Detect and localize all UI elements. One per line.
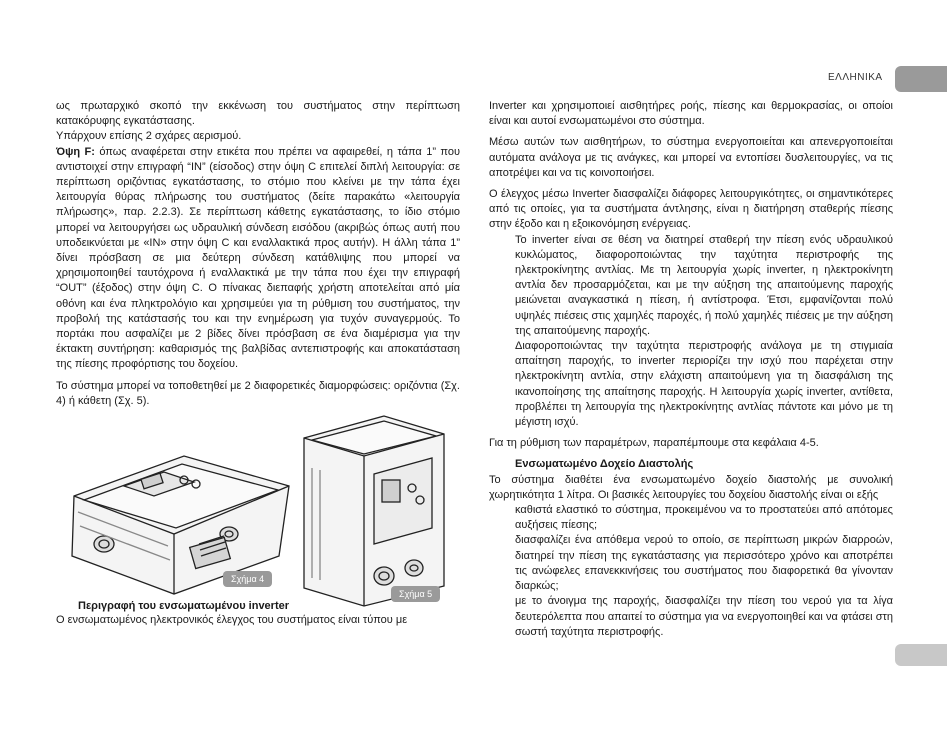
view-f-text: όπως αναφέρεται στην ετικέτα που πρέπει να αφαιρεθεί, η τάπα 1” που αντιστοιχεί στην επιγραφή “IN” (είσοδος) στην όψη C επιτελεί διπλή λειτουργία: σε περίπτωση οριζόντιας εγκατάστασης, το στόμιο που κλείνει με την τάπα έχει λειτουργία θύρας πλήρωσης του συστήματος (δείτε παρακάτω «λειτουργία πλήρωσης», παρ. 2.2.3). Σε περίπτωση κάθετης εγκατάστασης, το ίδιο στόμιο μπορεί να λειτουργήσει ως υδραυλική σύνδεση εισόδου (ακριβώς όπως αυτή που υποδεικνύεται με «IN» στην όψη C και εναλλακτικά προς αυτήν). Η άλλη τάπα 1” δίνει πρόσβαση σε μια δεύτερη σύνδεση κατάθλιψης που μπορεί να χρησιμοποιηθεί ταυτόχρονα ή εναλλακτικά με την τάπα που έχει την επιγραφή “OUT” (έξοδος) στην όψη C. Ο πίνακας διεπαφής χρήστη αποτελείται από μία οθόνη και ένα πληκτρολόγιο και χρησιμεύει για τη ρύθμιση του συστήματος, την προβολή της κατάστασής του και την ενημέρωση για τυχόν συναγερμούς. Το πορτάκι που ασφαλίζει με 2 βίδες δίνει πρόσβαση σε ένα διαμέρισμα για την έκτακτη συντήρηση: καθαρισμός της βαλβίδας αντεπιστροφής και αποκατάσταση της πίεσης προφόρτισης του δοχείου. <box>56 145 460 371</box>
left-column <box>56 99 460 409</box>
inverter-heading: Περιγραφή του ενσωματωμένου inverter <box>78 600 290 612</box>
language-label: ΕΛΛΗΝΙΚΑ <box>828 72 883 83</box>
view-f-label: Όψη F: <box>56 145 95 158</box>
expansion-tank-heading: Ενσωματωμένο Δοχείο Διαστολής <box>515 458 694 471</box>
inverter-point-2: Διαφοροποιώντας την ταχύτητα περιστροφής ανάλογα με τη στιγμιαία απαίτηση παροχής, το inverter περιορίζει την ισχύ που παρέχεται στην ηλεκτροκίνητη αντλία, στην ελάχιστη απαιτούμενη για τη διασφάλιση της ικανοποίησης της απαίτησης παροχής. Η λειτουργία χωρίς inverter, αντίθετα, προβλέπει τη λειτουργία της ηλεκτροκίνητης αντλίας πάντοτε και μόνο με τη μέγιστη ισχύ. <box>515 340 893 429</box>
right-column <box>489 99 893 640</box>
inverter-point-1: Το inverter είναι σε θέση να διατηρεί σταθερή την πίεση ενός υδραυλικού κυκλώματος, διαφοροποιώντας την ταχύτητα περιστροφής της ηλεκτροκίνητης αντλίας. Με τη λειτουργία χωρίς inverter, η ηλεκτροκίνητη αντλία δεν προσαρμόζεται, και με την αύξηση της απαιτούμενης παροχής μειώνεται αναγκαστικά η πίεση, ή αντίστροφα. Έτσι, εμφανίζονται πολύ υψηλές πιέσεις στις χαμηλές παροχές, ή πολύ χαμηλές πιέσεις με την αύξηση της απαιτούμενης παροχής. <box>515 233 893 337</box>
right-paragraph-4: Για τη ρύθμιση των παραμέτρων, παραπέμπουμε στα κεφάλαια 4-5. <box>489 437 819 450</box>
left-paragraph-3 <box>56 145 460 373</box>
right-paragraph-1: Inverter και χρησιμοποιεί αισθητήρες ροής, πίεσης και θερμοκρασίας, οι οποίοι είναι και αυτοί ενσωματωμένοι στο σύστημα. <box>489 100 893 128</box>
figure-4-caption: Σχήμα 4 <box>223 571 272 587</box>
tank-point-1: καθιστά ελαστικό το σύστημα, προκειμένου να το προστατεύει από απότομες αυξήσεις πίεσης; <box>515 504 893 532</box>
figure-5-caption: Σχήμα 5 <box>391 586 440 602</box>
figure-5-vertical-unit <box>284 408 462 608</box>
right-paragraph-2: Μέσω αυτών των αισθητήρων, το σύστημα ενεργοποιείται και απενεργοποιείται αυτόματα ανάλογα με τις ανάγκες, και μπορεί να εντοπίσει δυσλειτουργίες, να τις αποτρέψει και να τις κοινοποιήσει. <box>489 136 893 179</box>
left-paragraph-4: Το σύστημα μπορεί να τοποθετηθεί με 2 διαφορετικές διαμορφώσεις: οριζόντια (Σχ. 4) ή κάθετη (Σχ. 5). <box>56 379 460 407</box>
left-paragraph-1: ως πρωταρχικό σκοπό την εκκένωση του συστήματος στην περίπτωση κατακόρυφης εγκατάστασης. <box>56 100 460 128</box>
page-tab <box>895 644 947 666</box>
left-paragraph-2: Υπάρχουν επίσης 2 σχάρες αερισμού. <box>56 130 242 143</box>
language-tab <box>895 66 947 92</box>
tank-point-3: με το άνοιγμα της παροχής, διασφαλίζει την πίεση του νερού για τα λίγα δευτερόλεπτα που απαιτεί το σύστημα για να ενεργοποιηθεί και να φτάσει στη σωστή ταχύτητα περιστροφής. <box>515 595 893 638</box>
inverter-intro: Ο ενσωματωμένος ηλεκτρονικός έλεγχος του συστήματος είναι τύπου με <box>56 614 408 626</box>
tank-point-2: διασφαλίζει ένα απόθεμα νερού το οποίο, σε περίπτωση μικρών διαρροών, διατηρεί την πίεση της εγκατάστασης για περισσότερο χρόνο και αποτρέπει τις ανώφελες επανεκκινήσεις του συστήματος που διαφορετικά θα γίνονταν διαρκώς; <box>515 534 893 593</box>
right-paragraph-3: Ο έλεγχος μέσω Inverter διασφαλίζει διάφορες λειτουργικότητες, οι σημαντικότερες από τις οποίες, για τα συστήματα άντλησης, είναι η διατήρηση σταθερής πίεσης στην έξοδο και η εξοικονόμηση ενέργειας. <box>489 188 893 231</box>
right-paragraph-5: Το σύστημα διαθέτει ένα ενσωματωμένο δοχείο διαστολής με συνολική χωρητικότητα 1 λίτρα. Οι βασικές λειτουργίες του δοχείου διαστολής είναι οι εξής <box>489 473 893 501</box>
